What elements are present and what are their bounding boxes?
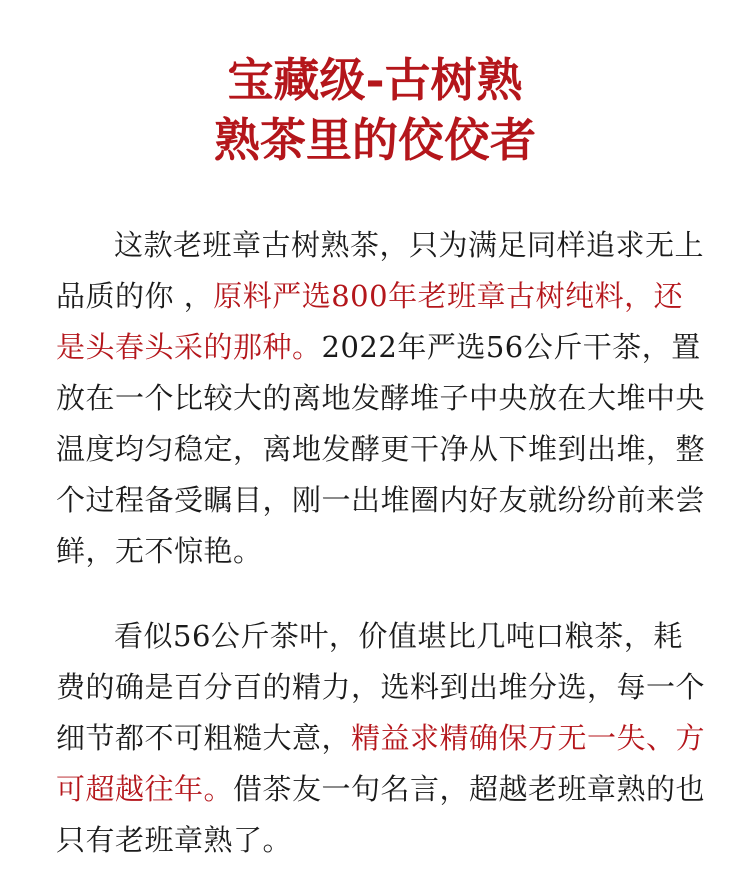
title-line-2: 熟茶里的佼佼者 (214, 113, 536, 167)
paragraph-2-text-start: 看似56公斤茶叶，价值堪比几吨口粮茶，耗费的确是百分百的精力，选料到出堆分选，每一个细节都不可粗糙大意， (56, 619, 706, 755)
paragraph-1-highlight: 原料严选800年老班章古树纯料，还是头春头采的那种。 (56, 279, 684, 364)
description-paragraph-1 (56, 220, 706, 577)
title-line-1: 宝藏级-古树熟 (227, 53, 523, 107)
paragraph-1-text-start: 这款老班章古树熟茶，只为满足同样追求无上品质的你 ， (56, 228, 705, 313)
page-title (0, 50, 750, 170)
paragraph-2-highlight: 精益求精确保万无一失、方可超越往年。 (56, 721, 706, 806)
paragraph-2-text-end: 借茶友一句名言，超越老班章熟的也只有老班章熟了。 (56, 772, 706, 857)
paragraph-1-text-end: 2022年严选56公斤干茶，置放在一个比较大的离地发酵堆子中央放在大堆中央温度均匀稳定，离地发酵更干净从下堆到出堆，整个过程备受瞩目，刚一出堆圈内好友就纷纷前来尝鲜，无不惊艳。 (56, 330, 706, 568)
description-paragraph-2 (56, 611, 706, 866)
